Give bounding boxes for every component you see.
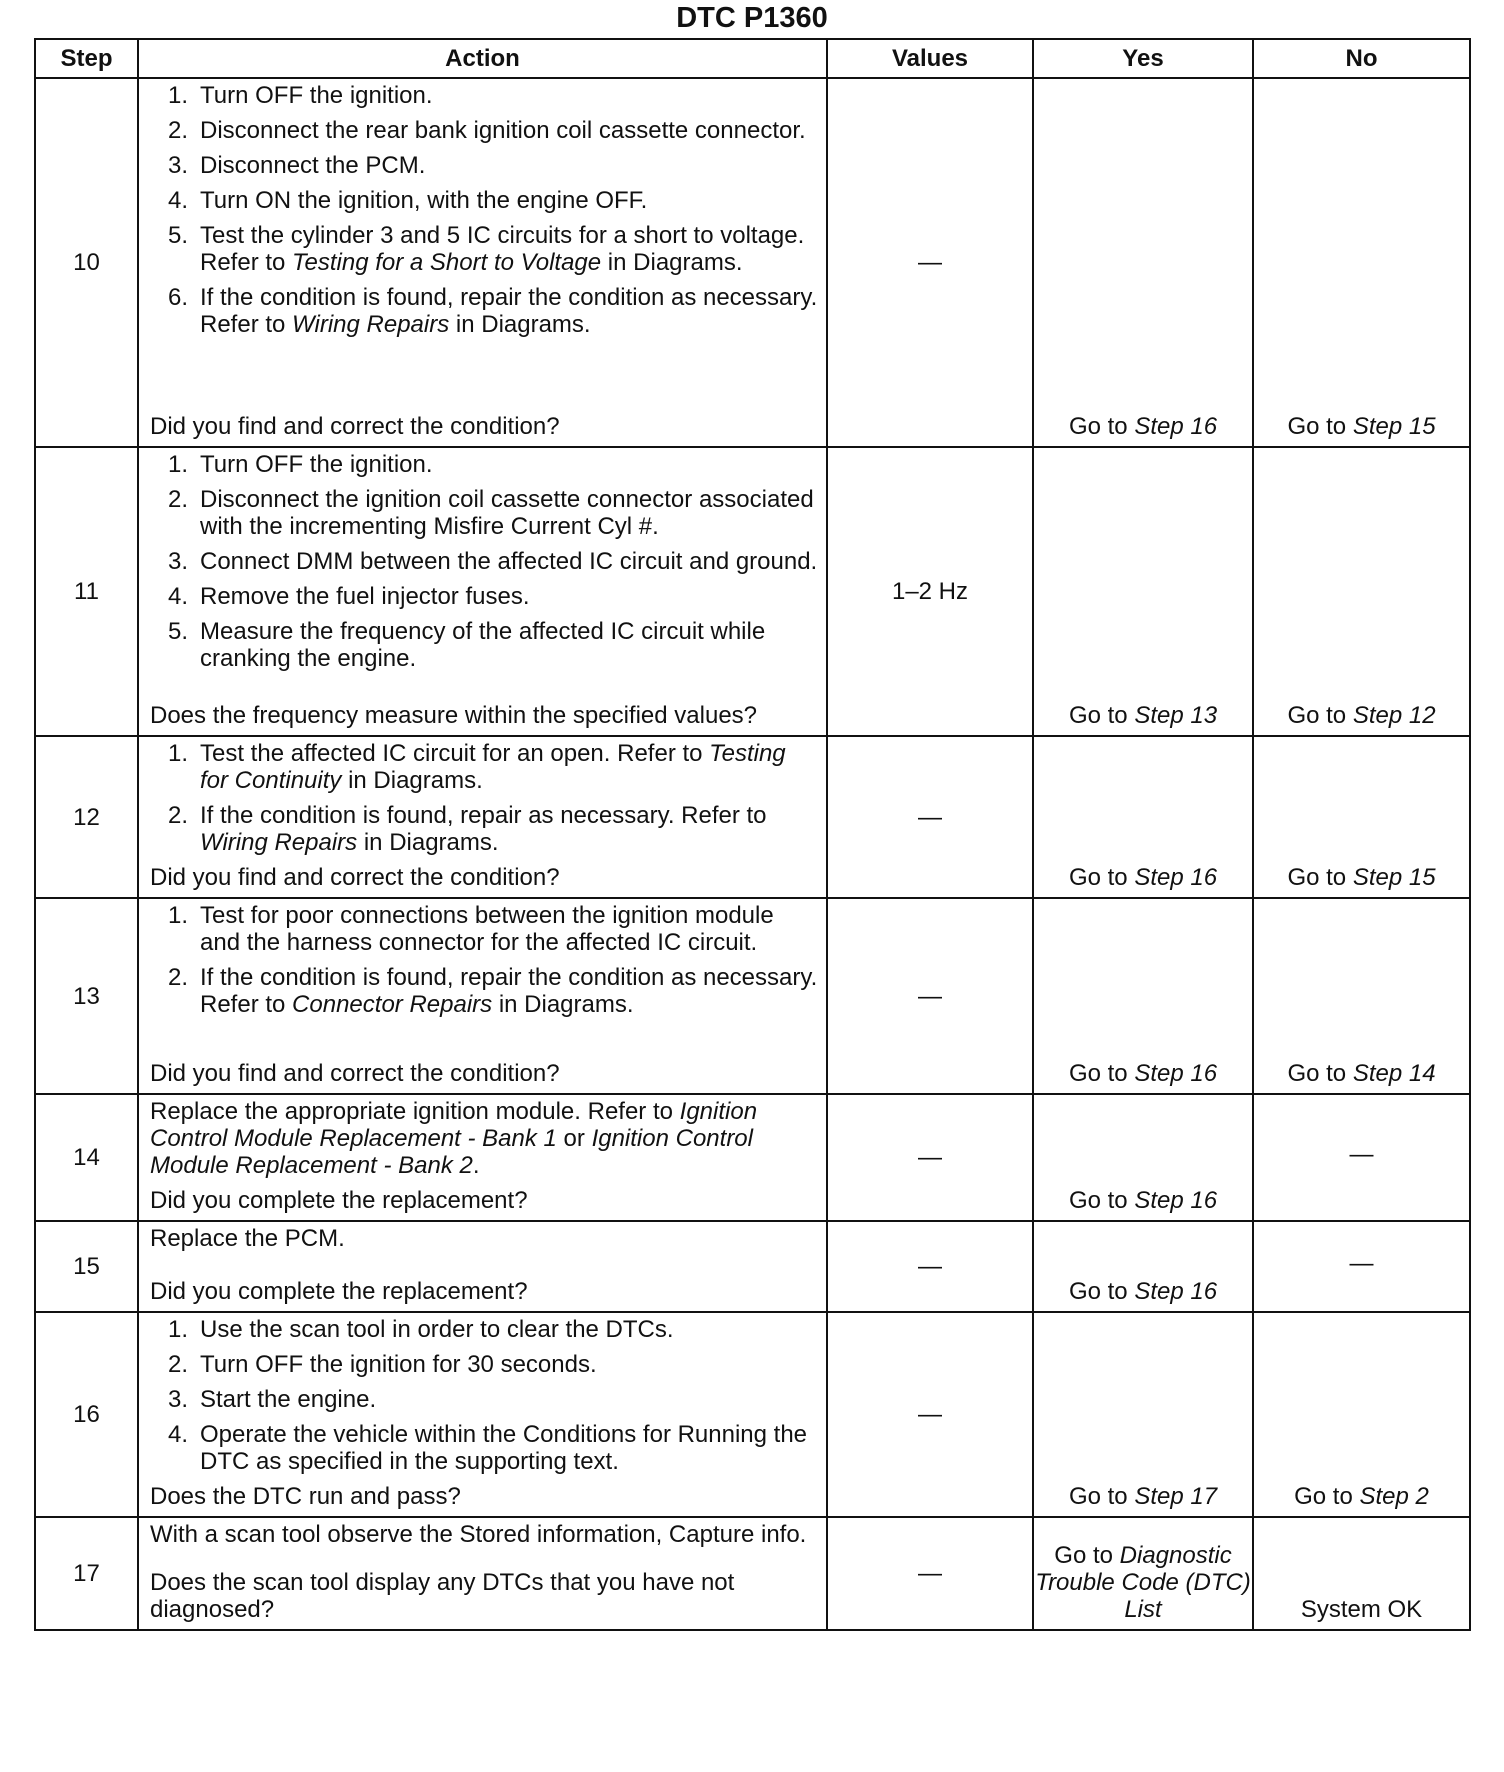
- action-instructions: [150, 451, 818, 680]
- instruction-number: 3.: [167, 548, 188, 575]
- text-run: Step 16: [1134, 413, 1218, 440]
- table-row: [35, 736, 1470, 898]
- action-cell: [138, 447, 827, 736]
- text-run: Go to: [1287, 413, 1353, 440]
- instruction-item: [150, 740, 818, 794]
- header-step: Step: [35, 39, 138, 78]
- instruction-text: [200, 583, 818, 610]
- instruction-paragraph: [150, 1225, 818, 1252]
- instruction-text: [200, 1386, 818, 1413]
- text-run: .: [472, 1152, 480, 1179]
- action-instructions: [150, 1098, 818, 1187]
- text-run: Turn OFF the ignition for 30 seconds.: [200, 1351, 597, 1378]
- no-cell: [1253, 1312, 1470, 1517]
- text-run: in Diagrams.: [449, 311, 591, 338]
- yes-cell: [1033, 736, 1253, 898]
- yes-cell: [1033, 1094, 1253, 1221]
- text-run: If the condition is found, repair as necessary. Refer to: [200, 802, 767, 829]
- text-run: or: [556, 1125, 592, 1152]
- instruction-item: [150, 1386, 818, 1413]
- instruction-text: [200, 1351, 818, 1378]
- text-run: Step 15: [1352, 864, 1436, 891]
- action-instructions: [150, 1225, 818, 1260]
- text-run: Go to: [1068, 413, 1135, 440]
- instruction-item: [150, 152, 818, 179]
- text-run: Step 13: [1134, 702, 1218, 729]
- instruction-number: 1.: [167, 740, 188, 767]
- text-run: Disconnect the ignition coil cassette connector associated with the incrementing Misfire Current Cyl #.: [200, 486, 814, 540]
- text-run: Step 16: [1134, 1187, 1218, 1214]
- action-cell: [138, 78, 827, 447]
- text-run: Test for poor connections between the ignition module and the harness connector for the affected IC circuit.: [200, 902, 774, 956]
- action-cell: [138, 1094, 827, 1221]
- action-content: [150, 740, 818, 891]
- text-run: Go to: [1287, 702, 1353, 729]
- action-question: Did you find and correct the condition?: [150, 864, 560, 891]
- instruction-paragraph: [150, 1098, 818, 1179]
- instruction-text: [200, 486, 818, 540]
- action-question: Did you complete the replacement?: [150, 1187, 528, 1214]
- action-cell: [138, 1517, 827, 1630]
- instruction-item: [150, 618, 818, 672]
- text-run: Connect DMM between the affected IC circuit and ground.: [200, 548, 818, 575]
- text-run: Turn ON the ignition, with the engine OFF.: [200, 187, 648, 214]
- instruction-item: [150, 222, 818, 276]
- value-cell: —: [827, 1517, 1033, 1630]
- instruction-text: [200, 548, 818, 575]
- action-cell: [138, 736, 827, 898]
- no-cell: [1253, 898, 1470, 1094]
- instruction-number: 1.: [167, 1316, 188, 1343]
- step-number: 14: [35, 1094, 138, 1221]
- yes-cell: [1033, 1312, 1253, 1517]
- text-run: Replace the appropriate ignition module. Refer to: [150, 1098, 680, 1125]
- action-content: [150, 82, 818, 440]
- action-cell: [138, 1312, 827, 1517]
- no-cell: [1253, 1517, 1470, 1630]
- instruction-number: 1.: [167, 82, 188, 109]
- instruction-text: [200, 902, 818, 956]
- text-run: Step 12: [1352, 702, 1436, 729]
- instruction-text: [200, 1421, 818, 1475]
- text-run: Step 17: [1134, 1483, 1218, 1510]
- text-run: Go to: [1287, 1060, 1353, 1087]
- value-cell: 1–2 Hz: [827, 447, 1033, 736]
- no-cell: [1253, 1094, 1470, 1221]
- action-instructions: [150, 740, 818, 864]
- yes-cell: [1033, 1517, 1253, 1630]
- instruction-item: [150, 187, 818, 214]
- instruction-number: 2.: [167, 802, 188, 829]
- text-run: Disconnect the PCM.: [200, 152, 426, 179]
- instruction-item: [150, 583, 818, 610]
- text-run: Go to: [1068, 1060, 1135, 1087]
- instruction-paragraph: [150, 1521, 818, 1548]
- instruction-list: [150, 740, 818, 856]
- instruction-number: 5.: [167, 222, 188, 249]
- instruction-text: [200, 740, 818, 794]
- instruction-number: 6.: [167, 284, 188, 311]
- text-run: If the condition is found, repair the condition as necessary. Refer to: [200, 964, 818, 1018]
- instruction-text: [200, 152, 818, 179]
- text-run: Replace the PCM.: [150, 1225, 345, 1252]
- instruction-text: [200, 802, 818, 856]
- text-run: in Diagrams.: [341, 767, 483, 794]
- text-run: Go to: [1068, 1483, 1135, 1510]
- text-run: Go to: [1068, 1278, 1135, 1305]
- action-content: [150, 1316, 818, 1510]
- text-run: Diagnostic Trouble Code (DTC) List: [1035, 1542, 1251, 1623]
- table-row: [35, 898, 1470, 1094]
- instruction-number: 1.: [167, 451, 188, 478]
- no-cell: [1253, 736, 1470, 898]
- instruction-number: 2.: [167, 486, 188, 513]
- instruction-number: 4.: [167, 583, 188, 610]
- step-number: 15: [35, 1221, 138, 1312]
- table-row: [35, 1312, 1470, 1517]
- action-content: [150, 902, 818, 1087]
- text-run: Operate the vehicle within the Conditions for Running the DTC as specified in the supporting text.: [200, 1421, 808, 1475]
- instruction-item: [150, 284, 818, 338]
- text-run: Go to: [1054, 1542, 1120, 1569]
- action-instructions: [150, 82, 818, 346]
- header-no: No: [1253, 39, 1470, 78]
- instruction-number: 2.: [167, 117, 188, 144]
- instruction-number: 4.: [167, 1421, 188, 1448]
- instruction-item: [150, 1351, 818, 1378]
- action-question: Does the DTC run and pass?: [150, 1483, 461, 1510]
- table-row: [35, 1094, 1470, 1221]
- instruction-list: [150, 1316, 818, 1475]
- instruction-item: [150, 548, 818, 575]
- text-run: Step 15: [1352, 413, 1436, 440]
- step-number: 17: [35, 1517, 138, 1630]
- text-run: Ignition Control Module Replacement - Bank 2: [150, 1125, 753, 1179]
- instruction-number: 2.: [167, 964, 188, 991]
- instruction-text: [200, 284, 818, 338]
- instruction-text: [200, 618, 818, 672]
- text-run: Step 16: [1134, 1278, 1218, 1305]
- step-number: 11: [35, 447, 138, 736]
- text-run: Remove the fuel injector fuses.: [200, 583, 530, 610]
- header-values: Values: [827, 39, 1033, 78]
- value-cell: —: [827, 736, 1033, 898]
- yes-cell: [1033, 1221, 1253, 1312]
- value-cell: —: [827, 1312, 1033, 1517]
- action-question: Does the frequency measure within the specified values?: [150, 702, 758, 729]
- header-action: Action: [138, 39, 827, 78]
- value-cell: —: [827, 1221, 1033, 1312]
- step-number: 16: [35, 1312, 138, 1517]
- instruction-number: 5.: [167, 618, 188, 645]
- step-number: 10: [35, 78, 138, 447]
- text-run: Go to: [1294, 1483, 1360, 1510]
- action-question: Did you find and correct the condition?: [150, 1060, 560, 1087]
- step-number: 12: [35, 736, 138, 898]
- header-row: [35, 39, 1470, 78]
- page-title: DTC P1360: [676, 2, 828, 34]
- text-run: —: [1349, 1250, 1374, 1277]
- action-question: Did you find and correct the condition?: [150, 413, 560, 440]
- action-content: [150, 451, 818, 729]
- action-content: [150, 1521, 818, 1623]
- action-instructions: [150, 1521, 818, 1556]
- instruction-item: [150, 117, 818, 144]
- text-run: Testing for a Short to Voltage: [292, 249, 602, 276]
- text-run: Step 16: [1134, 864, 1218, 891]
- text-run: in Diagrams.: [357, 829, 499, 856]
- text-run: Ignition Control Module Replacement - Bank 1: [150, 1098, 758, 1152]
- text-run: Start the engine.: [200, 1386, 377, 1413]
- action-question: Does the scan tool display any DTCs that you have not diagnosed?: [150, 1569, 735, 1623]
- instruction-text: [200, 964, 818, 1018]
- instruction-item: [150, 964, 818, 1018]
- text-run: Test the affected IC circuit for an open. Refer to: [200, 740, 710, 767]
- instruction-item: [150, 1421, 818, 1475]
- action-question: Did you complete the replacement?: [150, 1278, 528, 1305]
- value-cell: —: [827, 78, 1033, 447]
- instruction-list: [150, 902, 818, 1018]
- text-run: System OK: [1300, 1596, 1423, 1623]
- text-run: Step 14: [1352, 1060, 1436, 1087]
- text-run: Connector Repairs: [292, 991, 493, 1018]
- instruction-item: [150, 82, 818, 109]
- instruction-item: [150, 902, 818, 956]
- instruction-number: 1.: [167, 902, 188, 929]
- instruction-text: [200, 82, 818, 109]
- text-run: Turn OFF the ignition.: [200, 451, 433, 478]
- text-run: Step 16: [1134, 1060, 1218, 1087]
- value-cell: —: [827, 898, 1033, 1094]
- instruction-list: [150, 451, 818, 672]
- text-run: Wiring Repairs: [200, 829, 358, 856]
- instruction-text: [200, 222, 818, 276]
- table-row: [35, 447, 1470, 736]
- text-run: With a scan tool observe the Stored information, Capture info.: [150, 1521, 807, 1548]
- yes-cell: [1033, 898, 1253, 1094]
- action-cell: [138, 898, 827, 1094]
- action-cell: [138, 1221, 827, 1312]
- table-row: [35, 78, 1470, 447]
- instruction-text: [200, 187, 818, 214]
- instruction-text: [200, 451, 818, 478]
- text-run: Go to: [1068, 702, 1135, 729]
- text-run: in Diagrams.: [601, 249, 743, 276]
- action-instructions: [150, 902, 818, 1026]
- instruction-item: [150, 802, 818, 856]
- text-run: —: [1349, 1141, 1374, 1168]
- text-run: Turn OFF the ignition.: [200, 82, 433, 109]
- instruction-item: [150, 1316, 818, 1343]
- instruction-number: 2.: [167, 1351, 188, 1378]
- header-yes: Yes: [1033, 39, 1253, 78]
- text-run: in Diagrams.: [492, 991, 634, 1018]
- action-content: [150, 1225, 818, 1305]
- text-run: Use the scan tool in order to clear the DTCs.: [200, 1316, 674, 1343]
- yes-cell: [1033, 447, 1253, 736]
- text-run: Test the cylinder 3 and 5 IC circuits for a short to voltage. Refer to: [200, 222, 805, 276]
- text-run: Testing for Continuity: [200, 740, 786, 794]
- action-content: [150, 1098, 818, 1214]
- instruction-number: 3.: [167, 152, 188, 179]
- yes-cell: [1033, 78, 1253, 447]
- instruction-list: [150, 82, 818, 338]
- instruction-number: 4.: [167, 187, 188, 214]
- action-instructions: [150, 1316, 818, 1483]
- diagnostic-table: [34, 38, 1471, 1631]
- text-run: Wiring Repairs: [292, 311, 450, 338]
- instruction-number: 3.: [167, 1386, 188, 1413]
- table-row: [35, 1517, 1470, 1630]
- no-cell: [1253, 447, 1470, 736]
- table-row: [35, 1221, 1470, 1312]
- instruction-text: [200, 1316, 818, 1343]
- instruction-item: [150, 451, 818, 478]
- no-cell: [1253, 78, 1470, 447]
- value-cell: —: [827, 1094, 1033, 1221]
- no-cell: [1253, 1221, 1470, 1312]
- text-run: Measure the frequency of the affected IC circuit while cranking the engine.: [200, 618, 766, 672]
- text-run: Go to: [1287, 864, 1353, 891]
- step-number: 13: [35, 898, 138, 1094]
- text-run: If the condition is found, repair the condition as necessary. Refer to: [200, 284, 818, 338]
- instruction-text: [200, 117, 818, 144]
- text-run: Disconnect the rear bank ignition coil cassette connector.: [200, 117, 806, 144]
- text-run: Go to: [1068, 1187, 1135, 1214]
- text-run: Go to: [1068, 864, 1135, 891]
- instruction-item: [150, 486, 818, 540]
- text-run: Step 2: [1359, 1483, 1429, 1510]
